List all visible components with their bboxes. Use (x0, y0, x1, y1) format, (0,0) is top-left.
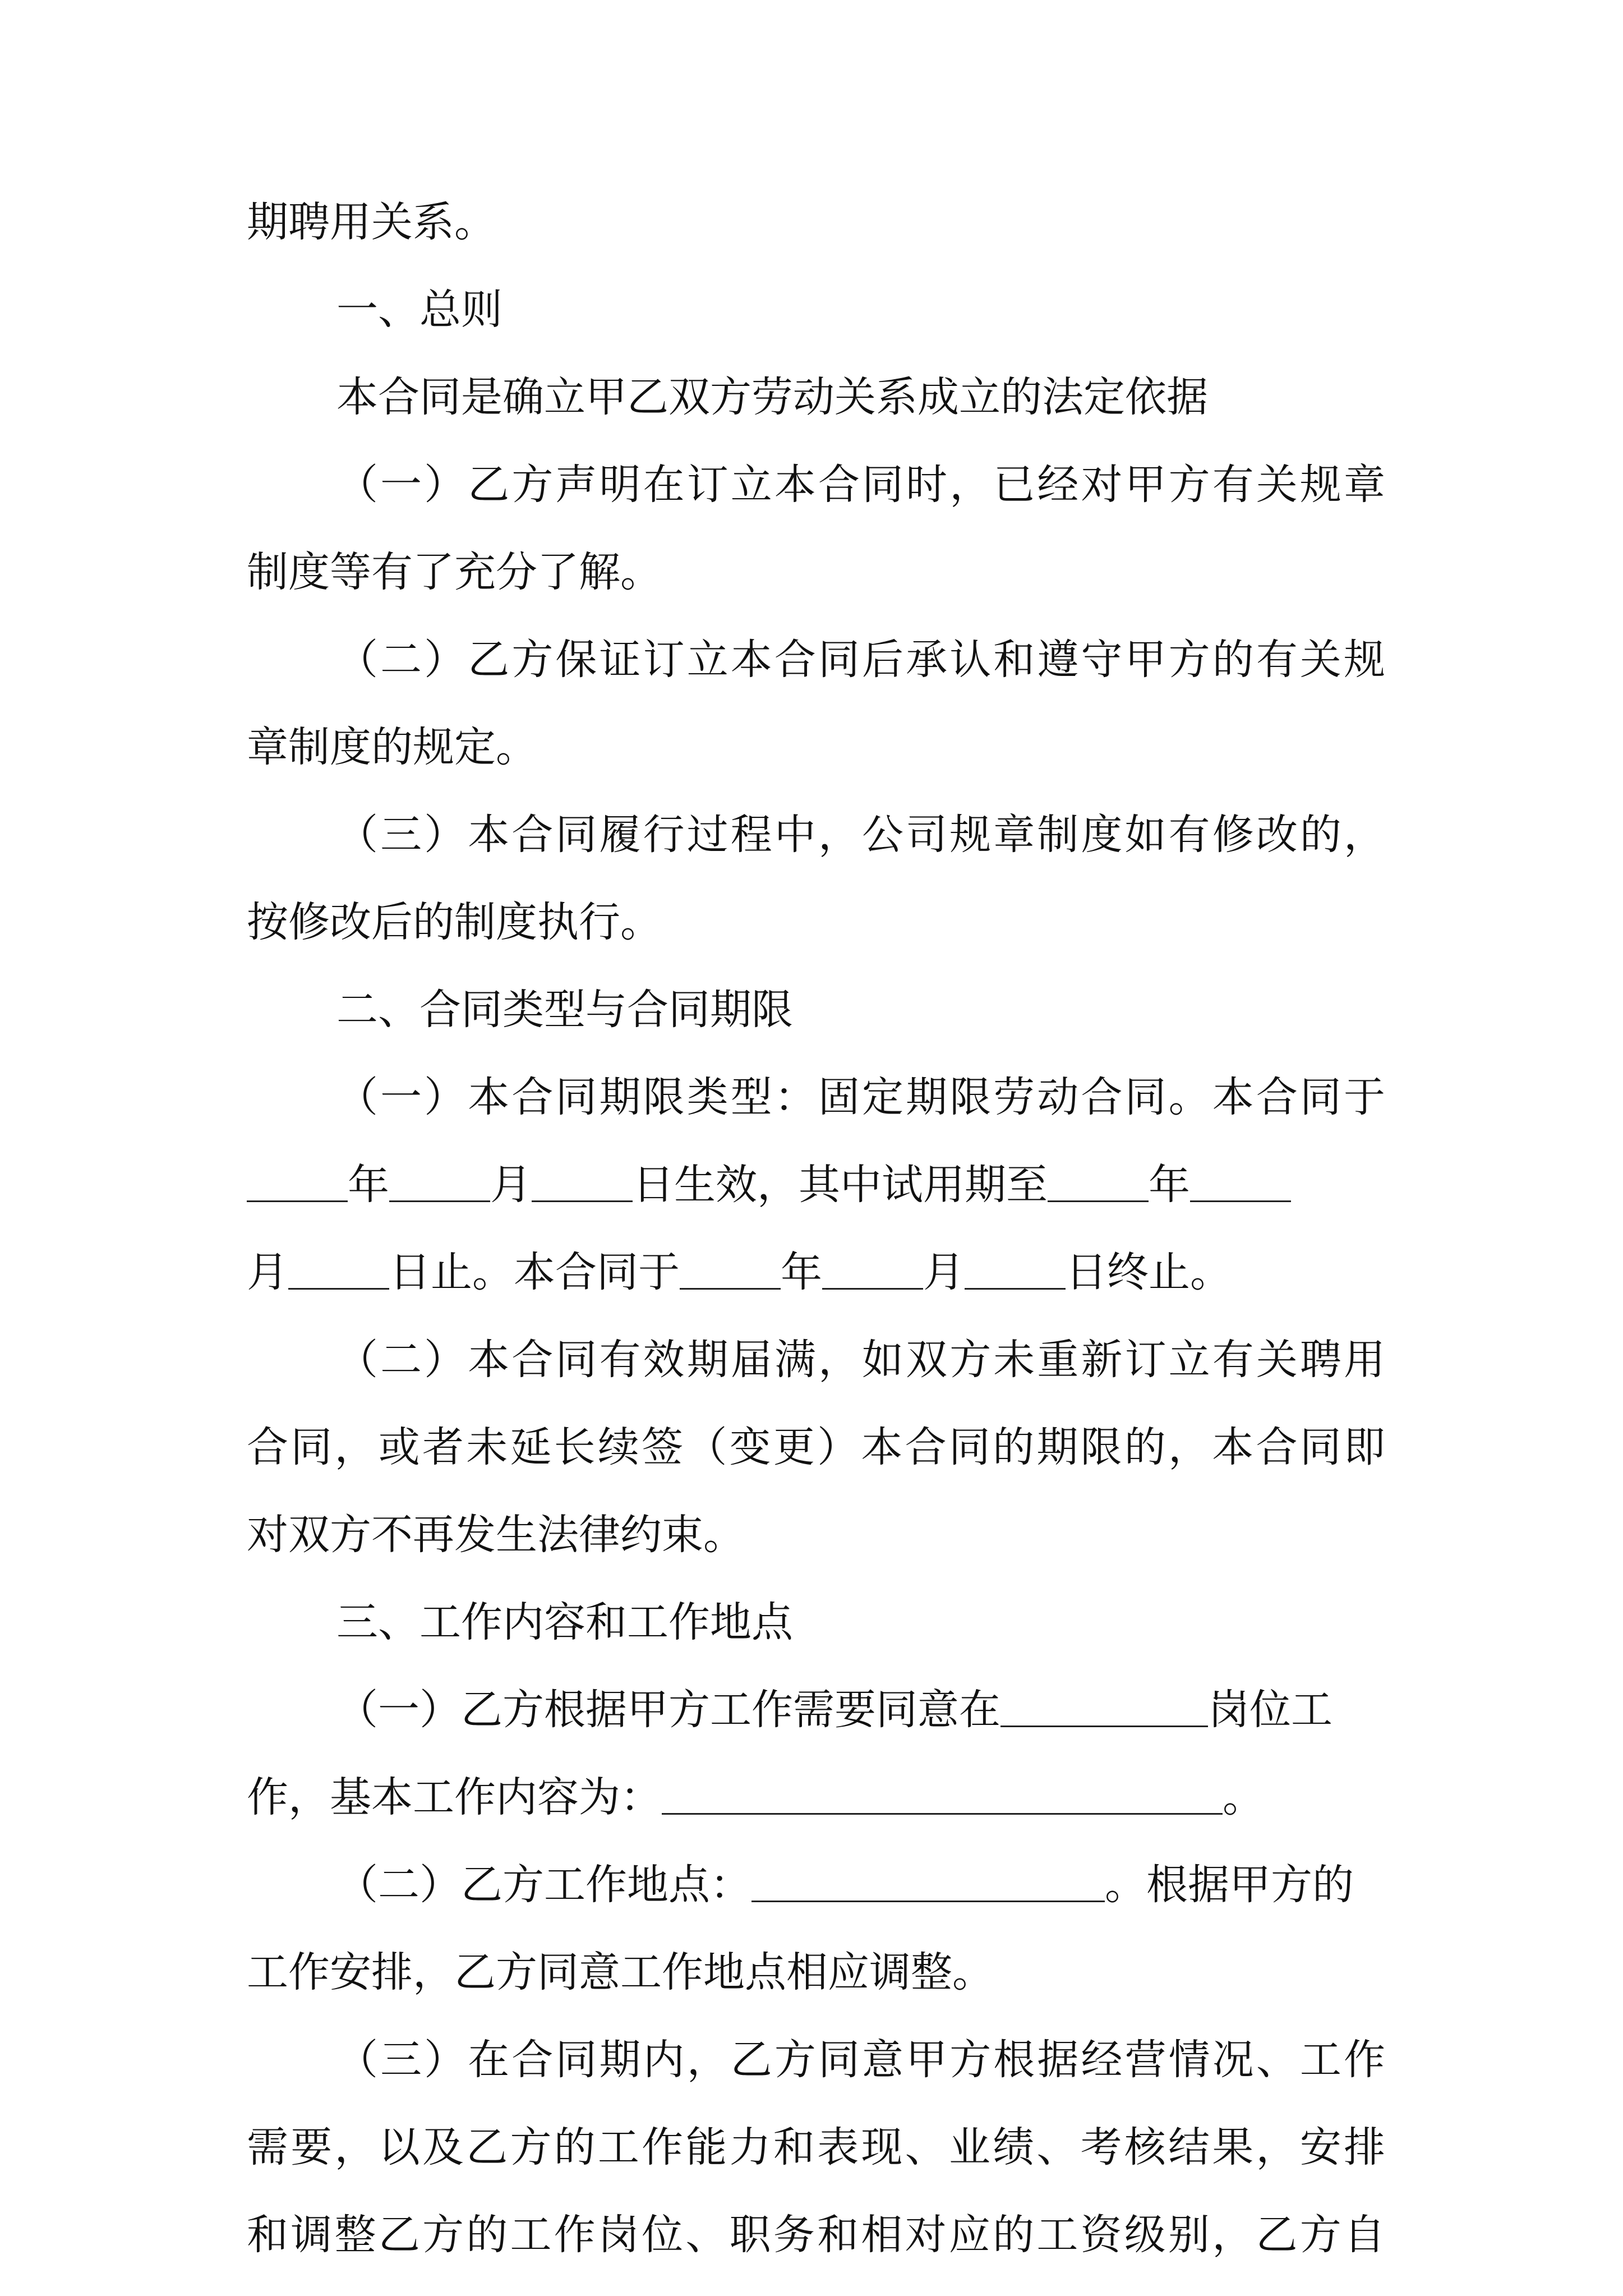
effective-day-blank[interactable] (532, 1159, 633, 1202)
section2-clause2-line3: 对双方不再发生法律约束。 (247, 1511, 745, 1559)
effective-month-blank[interactable] (389, 1159, 490, 1202)
section1-clause3-line1: （三）本合同履行过程中，公司规章制度如有修改的， (336, 811, 1385, 859)
probation-month-blank[interactable] (1190, 1159, 1291, 1202)
probation-year-blank[interactable] (1048, 1159, 1149, 1202)
section1-clause1-line1: （一）乙方声明在订立本合同时，已经对甲方有关规章 (336, 461, 1385, 509)
section3-clause2-line1: （二）乙方工作地点： 。根据甲方的 (336, 1846, 1385, 1924)
section1-clause3-line2: 按修改后的制度执行。 (247, 898, 662, 946)
job-content-blank[interactable] (662, 1772, 1223, 1815)
section1-clause2-line1: （二）乙方保证订立本合同后承认和遵守甲方的有关规 (336, 636, 1385, 684)
effective-year-blank[interactable] (247, 1159, 348, 1202)
intro-tail-text: 期聘用关系。 (247, 198, 496, 246)
section3-clause2-line2: 工作安排，乙方同意工作地点相应调整。 (247, 1948, 994, 1996)
section3-clause3-line2: 需要，以及乙方的工作能力和表现、业绩、考核结果，安排 (247, 2123, 1385, 2171)
section1-heading: 一、总则 (336, 286, 502, 334)
section3-heading: 三、工作内容和工作地点 (336, 1598, 793, 1646)
effective-date-line: 年 月 日生效，其中试用期至 年 (247, 1145, 1385, 1224)
work-location-blank[interactable] (751, 1859, 1105, 1902)
section2-clause2-line2: 合同，或者未延长续签（变更）本合同的期限的，本合同即 (247, 1423, 1385, 1471)
section2-heading: 二、合同类型与合同期限 (336, 986, 793, 1034)
section1-clause2-line2: 章制度的规定。 (247, 723, 537, 771)
section3-clause3-line1: （三）在合同期内，乙方同意甲方根据经营情况、工作 (336, 2036, 1385, 2084)
termination-year-blank[interactable] (680, 1246, 781, 1290)
probation-day-blank[interactable] (288, 1246, 389, 1290)
section3-clause3-line3: 和调整乙方的工作岗位、职务和相对应的工资级别，乙方自 (247, 2211, 1385, 2259)
position-blank[interactable] (1000, 1684, 1208, 1727)
section3-clause1-line1: （一）乙方根据甲方工作需要同意在 岗位工 (336, 1671, 1385, 1749)
section1-clause1-line2: 制度等有了充分了解。 (247, 548, 662, 596)
section2-clause2-line1: （二）本合同有效期届满，如双方未重新订立有关聘用 (336, 1336, 1385, 1384)
section3-clause1-line2: 作，基本工作内容为： 。 (247, 1758, 1385, 1837)
termination-date-line: 月 日止。本合同于 年 月 日终止。 (247, 1233, 1385, 1312)
section1-basis-text: 本合同是确立甲乙双方劳动关系成立的法定依据 (336, 373, 1208, 421)
termination-month-blank[interactable] (822, 1246, 923, 1290)
section2-clause1-line1: （一）本合同期限类型：固定期限劳动合同。本合同于 (336, 1073, 1385, 1121)
termination-day-blank[interactable] (965, 1246, 1066, 1290)
